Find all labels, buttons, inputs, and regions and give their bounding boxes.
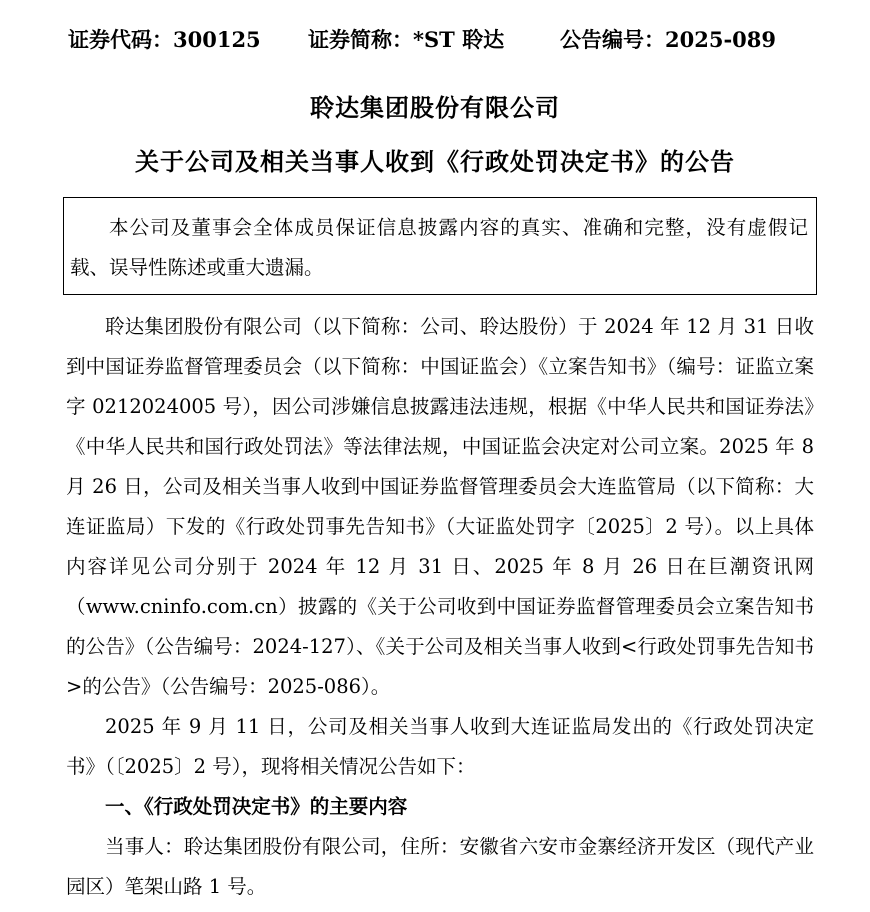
board-statement-box — [63, 197, 817, 295]
security-code: 证券代码：300125 — [68, 27, 261, 52]
announcement-title: 关于公司及相关当事人收到《行政处罚决定书》的公告 — [135, 147, 735, 176]
announcement-number: 公告编号：2025-089 — [560, 27, 776, 52]
body-paragraph-2: 2025 年 9 月 11 日，公司及相关当事人收到大连证监局发出的《行政处罚决定书》（〔2025〕2 号），现将相关情况公告如下： — [66, 715, 814, 778]
company-name-title: 聆达集团股份有限公司 — [310, 93, 560, 122]
announcement-body — [66, 307, 814, 907]
announcement-header — [68, 24, 848, 56]
security-abbreviation: 证券简称：*ST 聆达 — [308, 27, 505, 52]
section-heading-1: 一、《行政处罚决定书》的主要内容 — [105, 795, 408, 818]
body-paragraph-1: 聆达集团股份有限公司（以下简称：公司、聆达股份）于 2024 年 12 月 31 日收到中国证券监督管理委员会（以下简称：中国证监会）《立案告知书》（编号：证监立案字 0212024005 号），因公司涉嫌信息披露违法违规，根据《中华人民共和国证券法》《中华人民共和国行政处罚法》等法律法规，中国证监会决定对公司立案。2025 年 8 月 26 日，公司及相关当事人收到中国证券监督管理委员会大连监管局（以下简称：大连证监局）下发的《行政处罚事先告知书》（大证监处罚字〔2025〕2 号）。以上具体内容详见公司分别于 2024 年 12 月 31 日、2025 年 8 月 26 日在巨潮资讯网（www.cninfo.com.cn）披露的《关于公司收到中国证券监督管理委员会立案告知书的公告》（公告编号：2024-127）、《关于公司及相关当事人收到<行政处罚事先告知书>的公告》（公告编号：2025-086）。 — [66, 315, 814, 698]
board-statement-text: 本公司及董事会全体成员保证信息披露内容的真实、准确和完整，没有虚假记载、误导性陈述或重大遗漏。 — [70, 216, 808, 279]
body-paragraph-3: 当事人：聆达集团股份有限公司，住所：安徽省六安市金寨经济开发区（现代产业园区）笔架山路 1 号。 — [66, 835, 814, 898]
